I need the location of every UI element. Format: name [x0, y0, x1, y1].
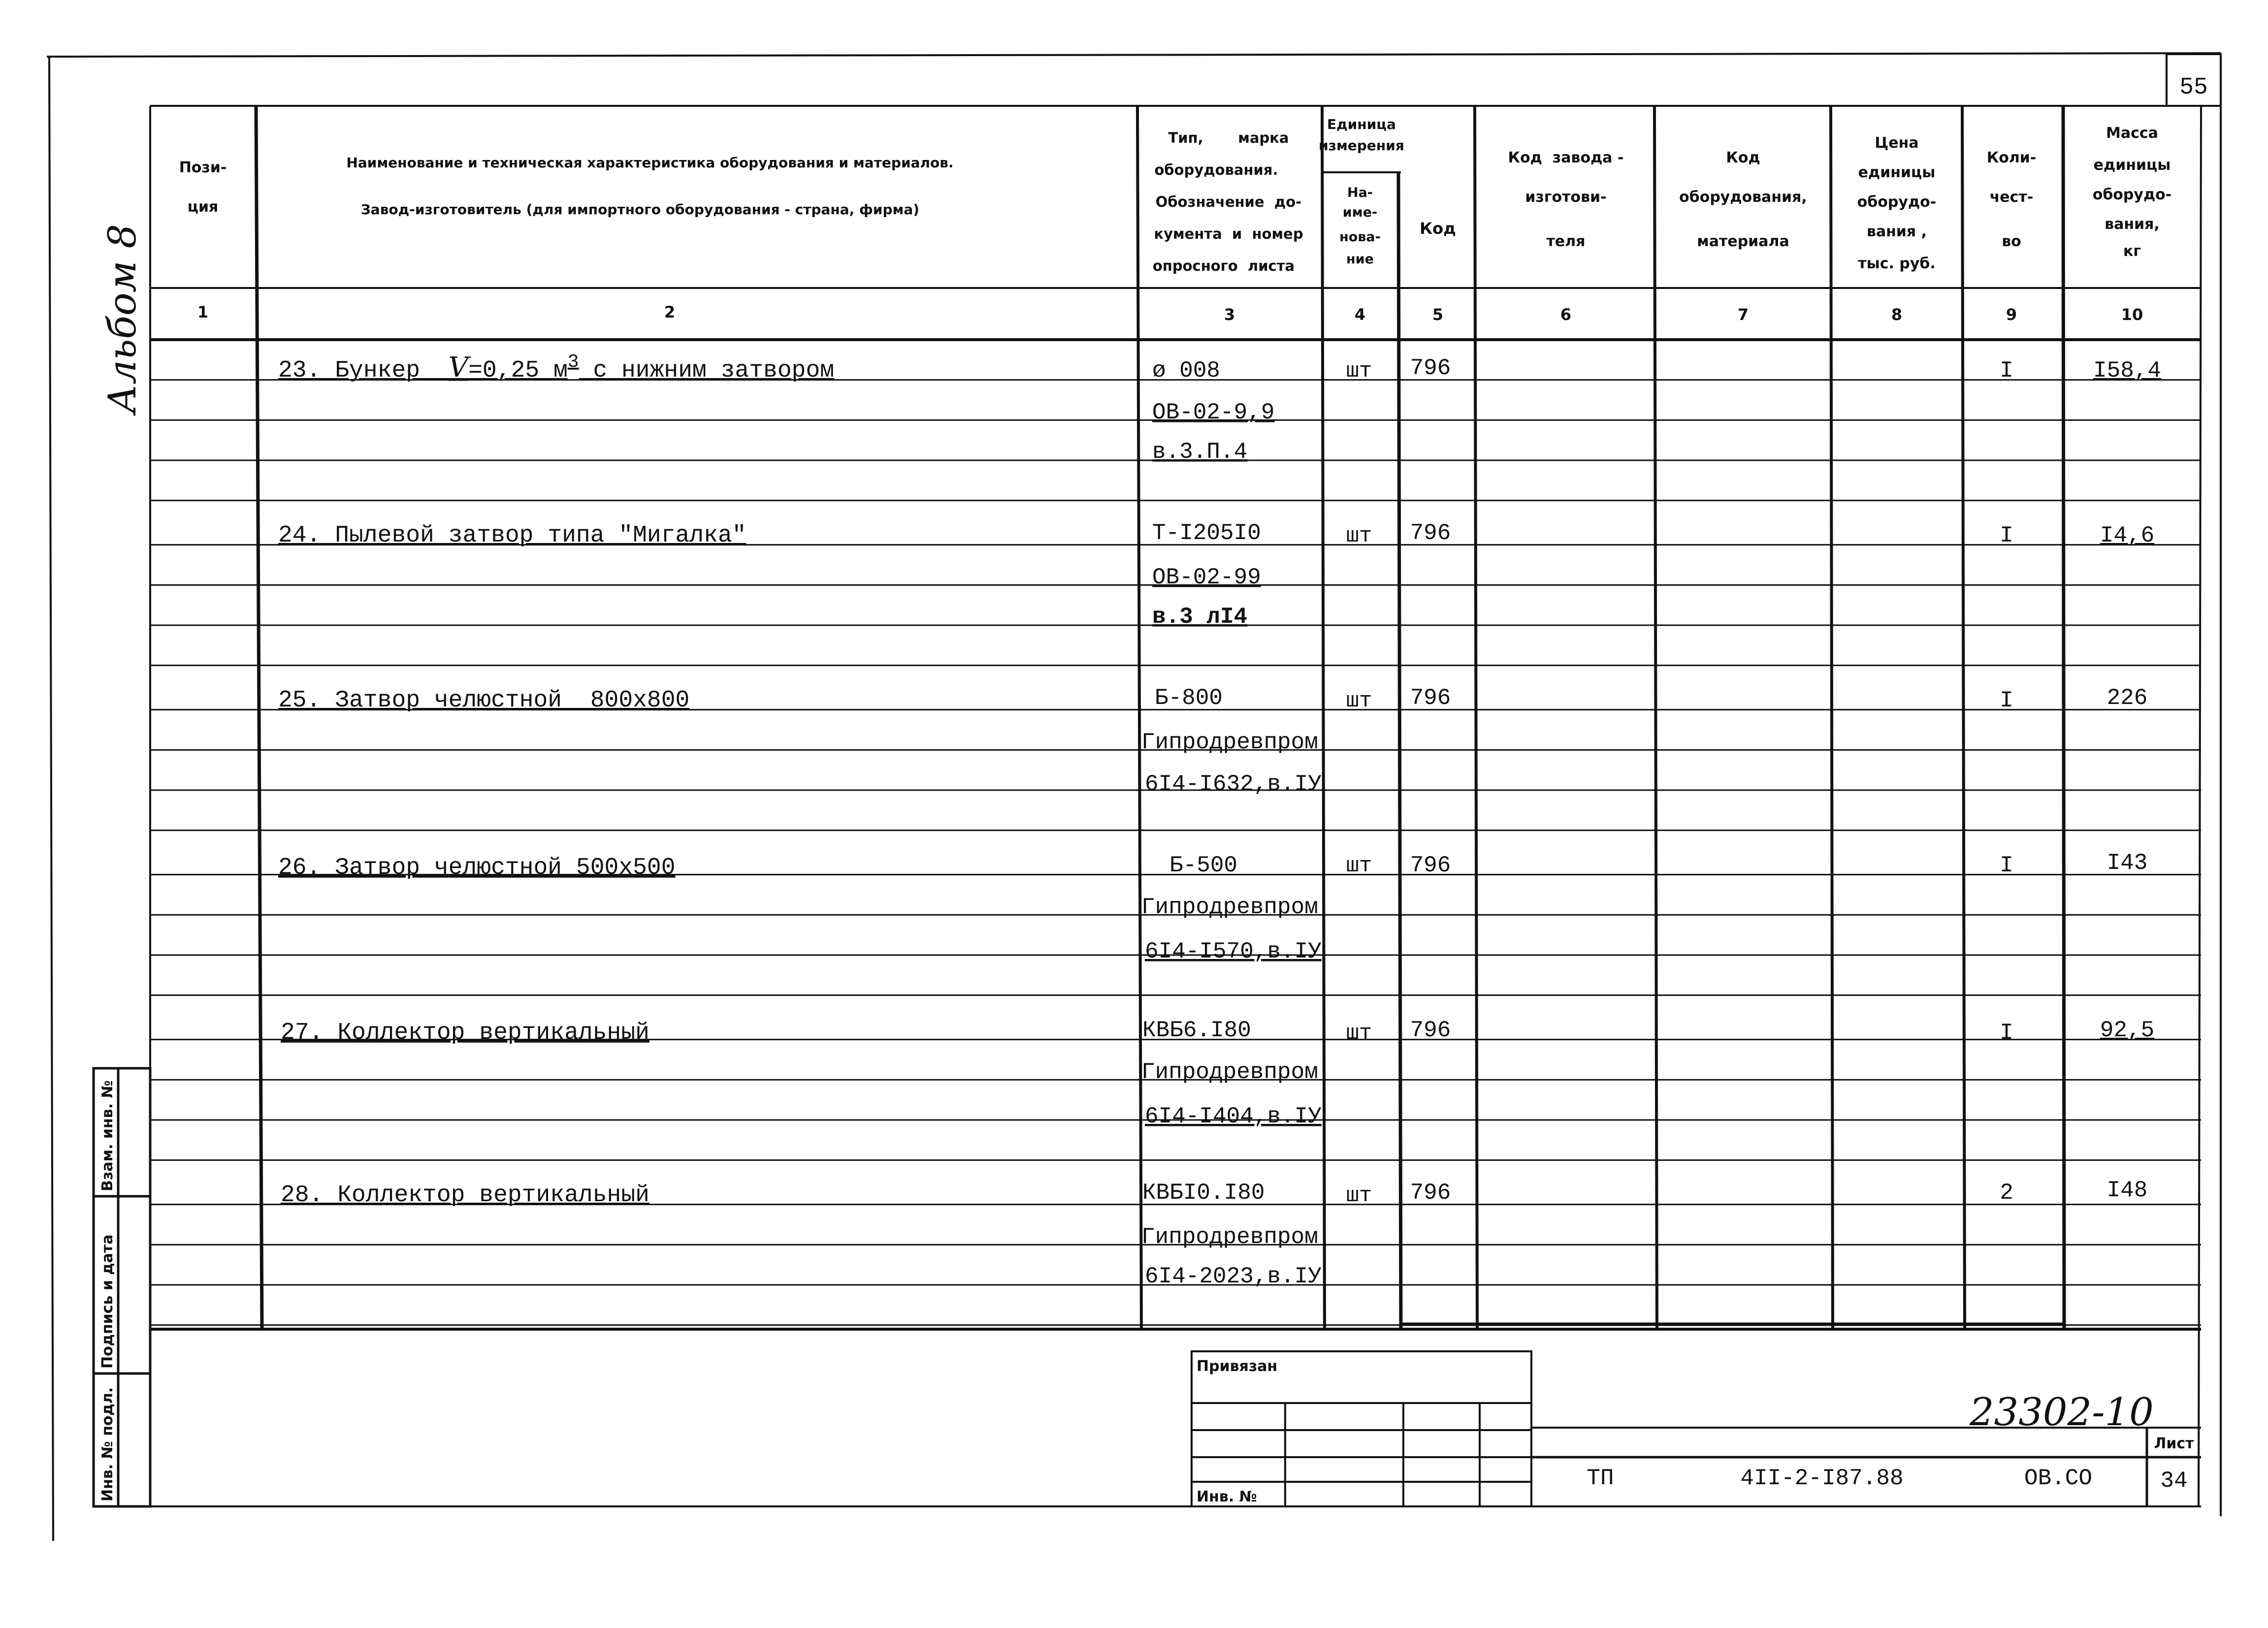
item-type-line3: 6I4-2023,в.IУ [1145, 1264, 1322, 1289]
item-type-line3: в.3 лI4 [1152, 604, 1248, 630]
col6-header-line3: теля [1546, 233, 1586, 250]
item-type-line1: ø 008 [1152, 358, 1221, 383]
col-num-8: 8 [1891, 305, 1903, 324]
item-name: 28. Коллектор вертикальный [281, 1182, 649, 1209]
item-unit: шт [1346, 1021, 1372, 1046]
col9-header-line2: чест- [1989, 189, 2034, 206]
col8-header-line3: оборудо- [1857, 193, 1937, 211]
col10-header-line2: единицы [2093, 157, 2171, 174]
sheet-number: 55 [2179, 74, 2208, 101]
col10-header-line4: вания, [2105, 216, 2160, 233]
col-num-6: 6 [1560, 305, 1572, 324]
item-mass: I58,4 [2093, 358, 2162, 383]
item-mass: I4,6 [2100, 523, 2155, 548]
item-mass: I43 [2106, 850, 2148, 876]
col6-header-line1: Код завода - [1508, 149, 1624, 166]
item-type-line3: 6I4-I632,в.IУ [1145, 771, 1322, 797]
col4-header-line1: На- [1347, 185, 1373, 200]
item-type-line2: Гипродревпром [1141, 894, 1318, 920]
project-designation: 4II-2-I87.88 [1740, 1466, 1904, 1491]
side-stamp-vzam-inv: Взам. инв. № [99, 1080, 116, 1191]
item-type-line2: ОВ-02-99 [1152, 565, 1261, 590]
item-name: 27. Коллектор вертикальный [281, 1020, 649, 1046]
col3-header-line3: Обозначение до- [1155, 193, 1302, 210]
album-label: Альбом 8 [100, 224, 145, 414]
item-type-line2: Гипродревпром [1141, 730, 1318, 755]
column-number-row [197, 303, 2143, 324]
item-type-line1: Б-500 [1169, 853, 1238, 878]
item-type-line2: Гипродревпром [1141, 1224, 1318, 1250]
item-mass: I48 [2106, 1178, 2148, 1203]
sheet-number-box [2167, 54, 2221, 106]
item-name: 24. Пылевой затвор типа "Мигалка" [278, 522, 746, 549]
item-qty: I [2000, 853, 2013, 878]
item-type-line1: Т-I205I0 [1152, 520, 1261, 546]
item-type-line2: ОВ-02-9,9 [1152, 400, 1275, 425]
col1-header-line2: ция [187, 198, 219, 216]
item-code: 796 [1410, 1018, 1451, 1043]
col-num-10: 10 [2121, 305, 2143, 324]
col5-header: Код [1420, 219, 1456, 238]
table-row [278, 520, 2154, 630]
item-name: 26. Затвор челюстной 500х500 [278, 855, 676, 881]
item-type-line3: 6I4-I404,в.IУ [1145, 1104, 1322, 1129]
col4-header-line4: ние [1346, 252, 1374, 267]
item-code: 796 [1410, 685, 1451, 711]
col8-header-line4: вания , [1866, 223, 1927, 240]
item-code: 796 [1410, 520, 1451, 546]
outer-frame [47, 53, 2221, 1541]
item-type-line2: Гипродревпром [1141, 1059, 1318, 1085]
item-name: 23. Бункер V=0,25 $м^3$ с нижним затвором [278, 351, 835, 384]
col10-header-line3: оборудо- [2092, 186, 2172, 203]
item-code: 796 [1410, 1180, 1451, 1206]
item-type-line1: КВБ6.I80 [1142, 1018, 1251, 1043]
item-qty: 2 [2000, 1180, 2013, 1206]
column-headers [179, 116, 2172, 274]
table-row [278, 850, 2147, 964]
item-mass: 92,5 [2100, 1018, 2155, 1043]
col-num-1: 1 [197, 303, 209, 321]
col4-header-line3: нова- [1339, 229, 1381, 245]
col9-header-line3: во [2002, 233, 2021, 250]
project-section: ОВ.СО [2024, 1466, 2093, 1491]
item-qty: I [2000, 358, 2013, 383]
table-body [278, 351, 2161, 1289]
table-row [281, 1178, 2147, 1289]
side-stamp-inv-podl: Инв. № подл. [99, 1387, 116, 1501]
item-qty: I [2000, 688, 2013, 713]
item-type-line3: в.3.П.4 [1152, 439, 1248, 465]
col-num-3: 3 [1224, 305, 1235, 324]
col4-header-line2: име- [1342, 205, 1378, 220]
item-type-line1: Б-800 [1155, 685, 1223, 711]
unit-group-header-line2: измерения [1319, 137, 1404, 154]
col6-header-line2: изготови- [1525, 189, 1607, 206]
item-name: 25. Затвор челюстной 800х800 [278, 687, 690, 714]
col7-header-line2: оборудования, [1679, 189, 1807, 206]
handwritten-number: 23302-10 [1970, 1390, 2154, 1435]
col3-header-line1: Тип, марка [1168, 129, 1289, 146]
item-qty: I [2000, 523, 2013, 548]
col-num-9: 9 [2006, 305, 2017, 324]
col2-header-line1: Наименование и техническая характеристика оборудования и материалов. [346, 155, 954, 171]
bound-label: Привязан [1197, 1358, 1278, 1375]
item-unit: шт [1346, 689, 1372, 713]
side-stamp-signature-date: Подпись и дата [99, 1234, 116, 1369]
col10-header-line1: Масса [2106, 125, 2158, 142]
col-num-4: 4 [1354, 305, 1366, 324]
table-row [281, 1018, 2154, 1129]
col8-header-line1: Цена [1875, 134, 1919, 152]
item-qty: I [2000, 1020, 2013, 1046]
inv-label: Инв. № [1197, 1488, 1257, 1505]
item-mass: 226 [2106, 685, 2148, 711]
unit-group-header-line1: Единица [1327, 116, 1396, 132]
col8-header-line5: тыс. руб. [1858, 255, 1936, 272]
side-stamp [94, 1068, 150, 1506]
item-code: 796 [1410, 355, 1451, 381]
col2-header-line2: Завод-изготовитель (для импортного оборудования - страна, фирма) [360, 201, 920, 218]
col8-header-line2: единицы [1858, 164, 1936, 181]
col3-header-line5: опросного листа [1152, 257, 1295, 274]
col7-header-line3: материала [1697, 233, 1789, 250]
table-row [278, 685, 2147, 797]
col9-header-line1: Коли- [1986, 149, 2037, 166]
title-block [1192, 1351, 2201, 1506]
project-tp: ТП [1587, 1466, 1614, 1491]
table-row [278, 351, 2161, 465]
item-code: 796 [1410, 853, 1451, 878]
col-num-5: 5 [1432, 305, 1444, 324]
col1-header-line1: Пози- [179, 159, 227, 176]
col-num-2: 2 [664, 303, 676, 321]
item-unit: шт [1346, 854, 1372, 878]
item-type-line3: 6I4-I570,в.IУ [1145, 939, 1322, 964]
col3-header-line2: оборудования. [1154, 161, 1278, 178]
sheet-value: 34 [2160, 1468, 2188, 1494]
col3-header-line4: кумента и номер [1154, 225, 1303, 242]
col10-header-line5: кг [2123, 243, 2141, 260]
col-num-7: 7 [1737, 305, 1749, 324]
item-type-line1: КВБI0.I80 [1142, 1180, 1265, 1206]
item-unit: шт [1346, 1183, 1372, 1208]
item-unit: шт [1346, 359, 1372, 383]
col7-header-line1: Код [1726, 149, 1760, 166]
sheet-label: Лист [2154, 1435, 2194, 1452]
item-unit: шт [1346, 524, 1372, 548]
